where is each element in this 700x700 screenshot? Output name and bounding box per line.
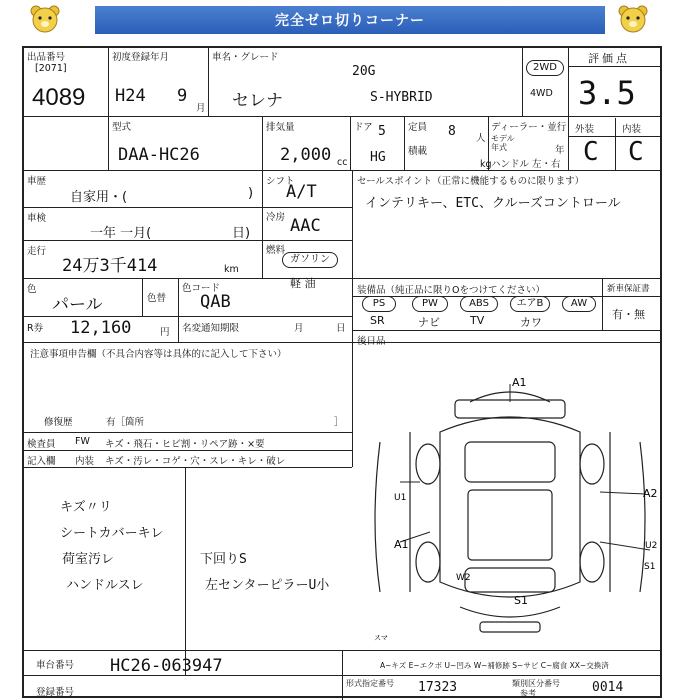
first-reg-label: 初度登録年月 <box>112 52 170 63</box>
mark-right2: U2 <box>645 541 658 551</box>
capacity-value: 8 <box>448 124 456 139</box>
doors-label: ドア <box>354 122 373 133</box>
mark-bottom3: スマ <box>374 634 388 642</box>
sales-points-label: セールスポイント（正常に機能するものに限ります） <box>357 176 585 187</box>
int-label: 内装 <box>75 456 95 467</box>
capacity-unit: 人 <box>476 133 486 144</box>
comment-left-3: 荷室汚レ <box>62 552 115 567</box>
equip-airbag: エアB <box>510 296 550 312</box>
comment-right-1: 下回りS <box>200 552 247 567</box>
fuel-eco-label: 積載 <box>408 146 428 157</box>
page-title: 完全ゼロ切りコーナー <box>95 6 605 34</box>
month-unit: 月 <box>196 103 206 114</box>
bear-mascot-left-icon <box>28 4 62 34</box>
lot-label: 出品番号 <box>27 52 66 63</box>
capacity-label: 定員 <box>408 122 428 133</box>
mark-right1: A2 <box>643 487 658 500</box>
model-name: セレナ <box>232 91 283 111</box>
damage-legend: A~キズ E~エクボ U~凹み W~補修跡 S~サビ C~腐食 XX~交換済 <box>380 661 609 670</box>
inspection-label: 車検 <box>27 213 47 224</box>
exterior-score: C <box>583 137 599 167</box>
repair-value: 有［箇所 <box>106 417 145 428</box>
inspection-day: 日) <box>232 226 251 241</box>
lot-number: 4089 <box>32 84 86 111</box>
score-value: 3.5 <box>578 74 636 112</box>
repair-label: 修復歴 <box>44 417 73 428</box>
equip-aw: AW <box>562 296 596 312</box>
model-year-label2: 年式 <box>491 143 507 152</box>
after-sale-label: 後日品 <box>357 336 386 347</box>
shift-label: シフト <box>266 176 295 187</box>
equip-abs: ABS <box>460 296 498 312</box>
model-grade1: 20G <box>352 64 376 79</box>
vehicle-kind-close: ) <box>248 186 254 201</box>
notes-label: 注意事項申告欄（不具合内容等は具体的に記入して下さい） <box>30 349 287 360</box>
type-designation-label: 形式指定番号 <box>346 679 394 688</box>
doors-value: 5 <box>378 124 386 139</box>
recycle-label: R券 <box>27 323 44 334</box>
displacement-label: 排気量 <box>266 122 295 133</box>
int-items: キズ・汚レ・コゲ・穴・スレ・キレ・破レ <box>105 456 286 467</box>
equipment-label: 装備品（純正品に限りOをつけてください） <box>357 285 545 296</box>
equip-sr: SR <box>370 314 385 327</box>
type-label: 型式 <box>112 122 132 133</box>
name-change-label: 名変通知期限 <box>182 323 240 334</box>
equip-pw: PW <box>412 296 448 312</box>
displacement-value: 2,000 <box>280 145 332 165</box>
type-designation-value: 17323 <box>418 680 458 695</box>
model-label: 車名・グレード <box>212 52 279 63</box>
first-reg-year: H24 <box>115 86 146 106</box>
mark-left2: A1 <box>394 538 409 551</box>
equip-tv: TV <box>470 314 485 327</box>
name-change-day: 日 <box>336 323 346 334</box>
color-value: パール <box>52 295 103 315</box>
mileage-unit: km <box>224 264 239 275</box>
handle-label: ハンドル 左・右 <box>491 159 561 170</box>
mark-top: A1 <box>512 376 527 389</box>
type-abbr: HG <box>370 150 386 165</box>
drive-4wd: 4WD <box>530 88 553 99</box>
fuel-diesel: 軽 油 <box>290 277 316 290</box>
vehicle-kind-value: 自家用・( <box>70 190 128 205</box>
displacement-unit: cc <box>337 157 348 168</box>
lot-sub: [2071] <box>35 63 67 74</box>
fw-items: キズ・飛石・ヒビ割・リペア跡・×要 <box>105 439 265 450</box>
repair-close: ］ <box>334 417 344 428</box>
mark-left1: U1 <box>394 493 407 503</box>
reg-number-label: 登録番号 <box>36 687 75 698</box>
model-grade2: S-HYBRID <box>370 90 433 105</box>
inspector-label1: 検査員 <box>27 439 56 450</box>
mileage-label: 走行 <box>27 246 47 257</box>
dealer-label: ディーラー・並行 <box>491 122 567 133</box>
fuel-eco-unit: kg <box>480 159 492 170</box>
mark-right3: S1 <box>644 562 656 572</box>
recycle-unit: 円 <box>160 327 170 338</box>
equip-leather: カワ <box>520 316 542 329</box>
shift-value: A/T <box>286 182 317 202</box>
chassis-value: HC26-063947 <box>110 656 223 676</box>
comment-left-1: キズ〃リ <box>60 500 112 515</box>
aircon-value: AAC <box>290 216 321 236</box>
chassis-label: 車台番号 <box>36 660 75 671</box>
color-code-label: 色コード <box>182 283 221 294</box>
type-value: DAA-HC26 <box>118 145 200 165</box>
equip-navi: ナビ <box>418 316 440 329</box>
color-code: QAB <box>200 292 231 312</box>
warranty-label: 新車保証書 <box>607 284 650 294</box>
aircon-label: 冷房 <box>266 212 286 223</box>
recycle-value: 12,160 <box>70 318 132 338</box>
interior-label: 内装 <box>622 124 642 135</box>
mileage-value: 24万3千414 <box>62 256 158 276</box>
fuel-label: 燃料 <box>266 245 286 256</box>
fw-label: FW <box>75 436 90 447</box>
mark-bottom1: W2 <box>456 573 471 583</box>
color-label: 色 <box>27 284 37 295</box>
sales-points-value: インテリキー、ETC、クルーズコントロール <box>365 196 621 211</box>
equip-ps: PS <box>362 296 396 312</box>
vehicle-kind-label: 車歴 <box>27 176 47 187</box>
bear-mascot-right-icon <box>616 4 650 34</box>
model-year-unit: 年 <box>555 145 565 156</box>
inspection-value: 一年 一月( <box>90 226 152 241</box>
interior-score: C <box>628 137 644 167</box>
category-sublabel: 参考 <box>520 689 536 698</box>
category-label: 類別区分番号 <box>512 679 560 688</box>
name-change-month: 月 <box>294 323 304 334</box>
fuel-gas-circle: ガソリン <box>282 252 338 268</box>
model-year-label1: モデル <box>491 134 515 143</box>
score-label: 評価点 <box>588 52 630 65</box>
category-value: 0014 <box>592 680 624 695</box>
car-damage-diagram <box>360 372 660 642</box>
drive-2wd-circle: 2WD <box>526 60 564 76</box>
comment-left-2: シートカバーキレ <box>60 526 164 541</box>
mark-bottom2: S1 <box>514 594 528 607</box>
comment-left-4: ハンドルスレ <box>66 578 144 593</box>
first-reg-month: 9 <box>177 86 188 106</box>
comment-right-2: 左センターピラーU小 <box>205 578 330 593</box>
exterior-label: 外装 <box>575 124 595 135</box>
warranty-value: 有・無 <box>612 308 645 321</box>
inspector-label2: 記入欄 <box>27 456 56 467</box>
color-change-label: 色替 <box>147 293 167 304</box>
